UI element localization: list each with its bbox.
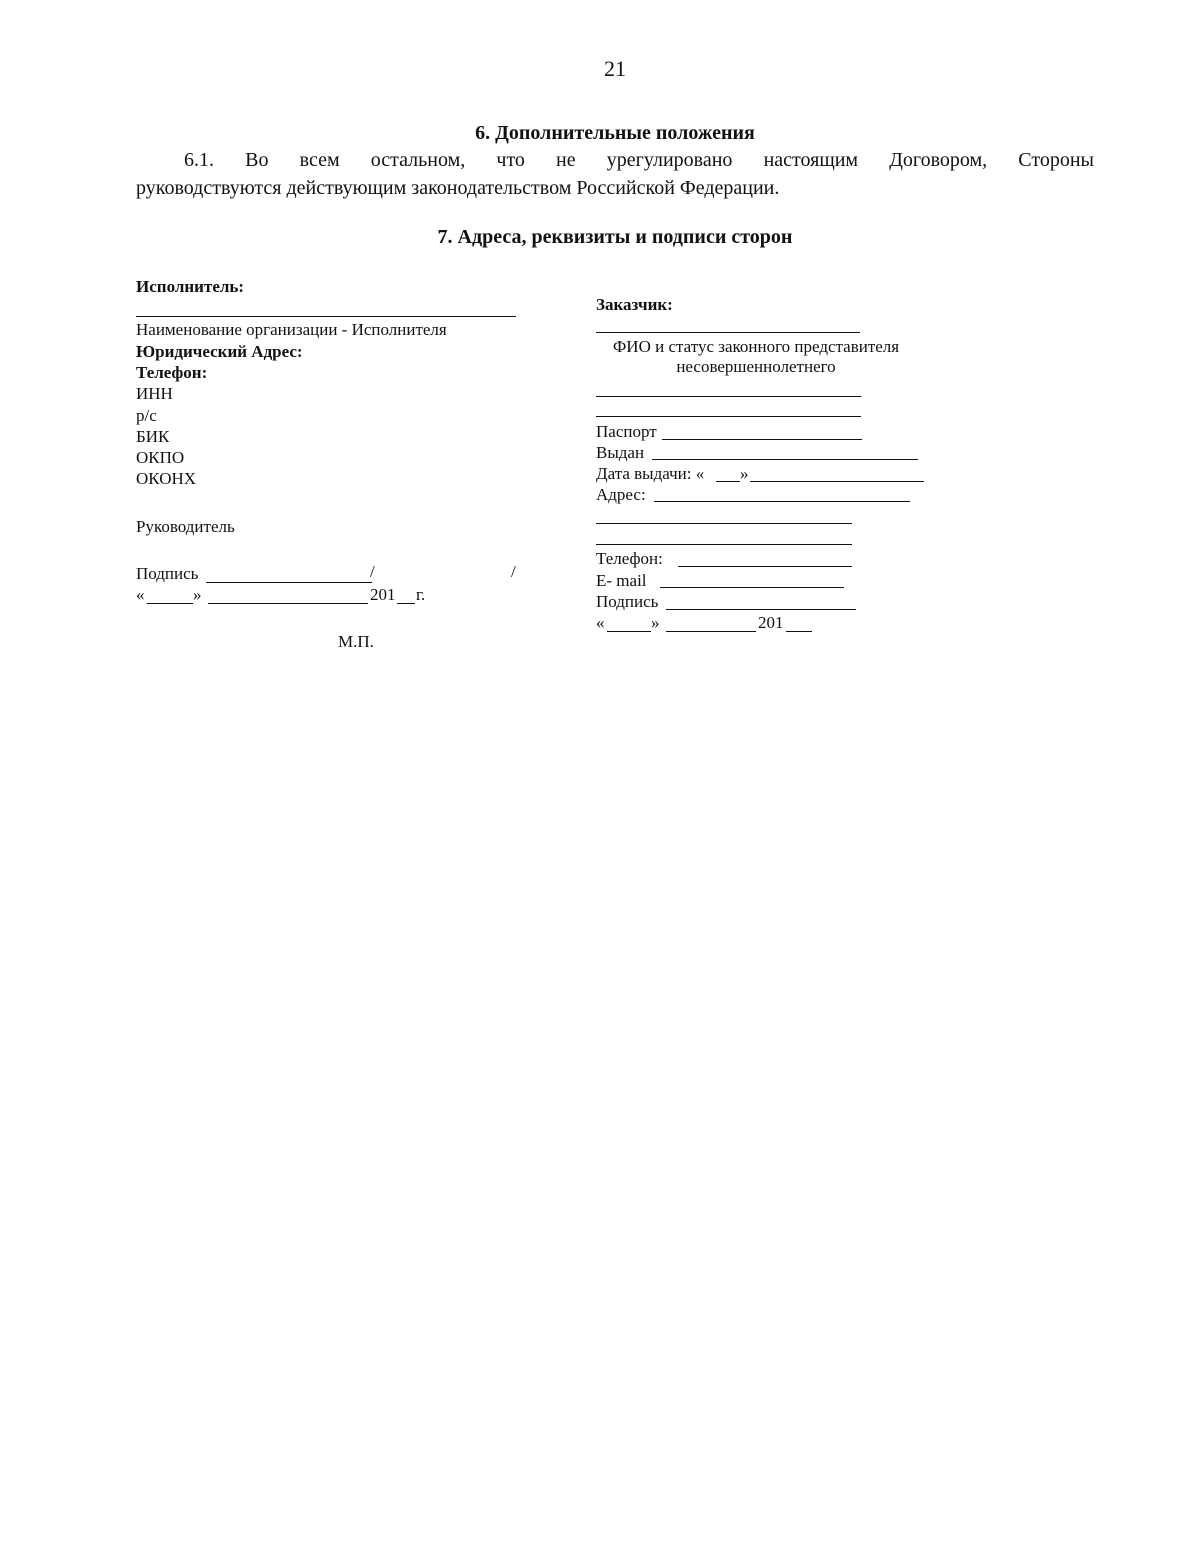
customer-date-year-line[interactable] xyxy=(786,631,812,632)
executor-signature-label: Подпись xyxy=(136,564,199,583)
customer-signature-label: Подпись xyxy=(596,592,659,611)
customer-date-day-line[interactable] xyxy=(607,631,651,632)
executor-date-year-suffix: г. xyxy=(416,585,426,604)
customer-date-close-quote: » xyxy=(651,613,660,632)
customer-date-month-line[interactable] xyxy=(666,631,756,632)
executor-stamp-label: М.П. xyxy=(338,632,374,651)
section-7-title: 7. Адреса, реквизиты и подписи сторон xyxy=(437,226,793,248)
customer-phone-line[interactable] xyxy=(678,566,852,567)
executor-head-label: Руководитель xyxy=(136,517,235,536)
executor-bik-label: БИК xyxy=(136,427,170,446)
customer-heading: Заказчик: xyxy=(596,295,673,314)
executor-slash-2: / xyxy=(511,562,516,581)
customer-passport-label: Паспорт xyxy=(596,422,657,441)
customer-issued-line[interactable] xyxy=(652,459,918,460)
customer-email-label: E- mail xyxy=(596,571,647,590)
executor-org-name-label: Наименование организации - Исполнителя xyxy=(136,320,447,339)
customer-date-open-quote: « xyxy=(596,613,605,632)
executor-date-year-line[interactable] xyxy=(397,603,415,604)
executor-heading: Исполнитель: xyxy=(136,277,245,296)
customer-issue-date-day-line[interactable] xyxy=(716,481,740,482)
executor-date-year: 201 xyxy=(370,585,396,604)
customer-signature-line[interactable] xyxy=(666,609,856,610)
executor-signature-line[interactable] xyxy=(206,582,372,583)
customer-issued-label: Выдан xyxy=(596,443,645,462)
customer-name-line[interactable] xyxy=(596,332,860,333)
executor-okpo-label: ОКПО xyxy=(136,448,185,467)
customer-date-year: 201 xyxy=(758,613,784,632)
paragraph-line-2: руководствуются действующим законодательством Российской Федерации. xyxy=(136,177,780,199)
customer-issue-date-close-quote: » xyxy=(740,464,749,483)
executor-name-line[interactable] xyxy=(136,316,516,317)
executor-date-day-line[interactable] xyxy=(147,603,193,604)
executor-date-open-quote: « xyxy=(136,585,145,604)
customer-phone-label: Телефон: xyxy=(596,549,663,568)
executor-slash-1: / xyxy=(370,562,375,581)
section-6-title: 6. Дополнительные положения xyxy=(475,122,755,144)
executor-date-month-line[interactable] xyxy=(208,603,368,604)
customer-rep-caption-line-2: несовершеннолетнего xyxy=(676,357,836,376)
executor-inn-label: ИНН xyxy=(136,384,173,403)
customer-rep-caption-line-1: ФИО и статус законного представителя xyxy=(612,337,900,356)
customer-address-line[interactable] xyxy=(654,501,910,502)
executor-okonh-label: ОКОНХ xyxy=(136,469,197,488)
executor-account-label: р/с xyxy=(136,406,157,425)
customer-address-label: Адрес: xyxy=(596,485,646,504)
page-number: 21 xyxy=(604,56,626,81)
customer-rep-line-1[interactable] xyxy=(596,396,861,397)
customer-passport-line[interactable] xyxy=(662,439,862,440)
executor-legal-address-label: Юридический Адрес: xyxy=(136,342,303,361)
customer-issue-date-label: Дата выдачи: « xyxy=(596,464,705,483)
customer-address-line-3[interactable] xyxy=(596,544,852,545)
executor-phone-label: Телефон: xyxy=(136,363,208,382)
customer-issue-date-line[interactable] xyxy=(750,481,924,482)
paragraph-line-1: 6.1. Во всем остальном, что не урегулировано настоящим Договором, Стороны xyxy=(184,149,1094,171)
section-6-paragraph xyxy=(136,146,1094,202)
executor-date-close-quote: » xyxy=(193,585,202,604)
customer-email-line[interactable] xyxy=(660,587,844,588)
customer-rep-line-2[interactable] xyxy=(596,416,861,417)
customer-address-line-2[interactable] xyxy=(596,523,852,524)
